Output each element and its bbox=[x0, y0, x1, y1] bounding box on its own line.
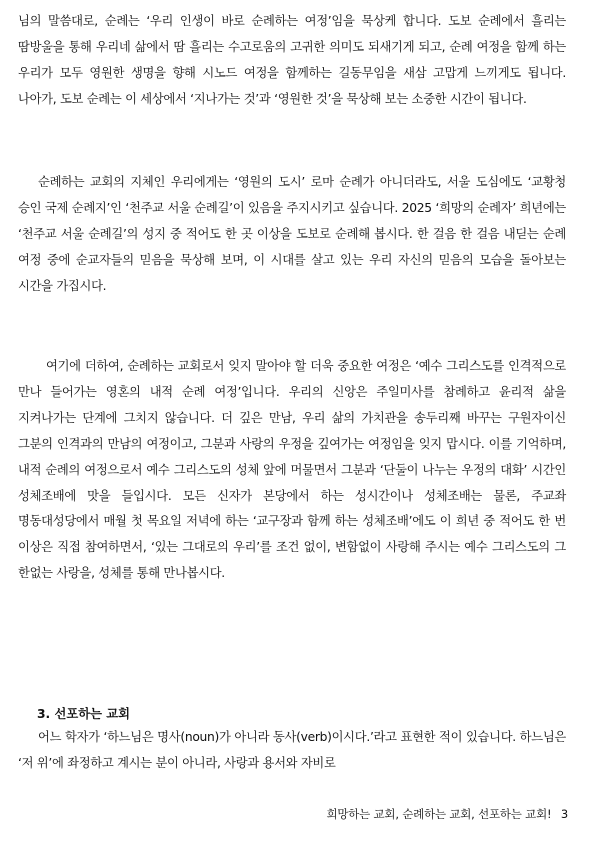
footer-text: 희망하는 교회, 순례하는 교회, 선포하는 교회! bbox=[326, 807, 552, 821]
page-footer bbox=[326, 806, 568, 822]
paragraph-seoul-pilgrimage-route: 순례하는 교회의 지체인 우리에게는 ‘영원의 도시’ 로마 순례가 아니더라도, 서울 도심에도 ‘교황청 승인 국제 순례지’인 ‘천주교 서울 순례길’이 있음을 주지시키고 싶습니다. 2025 ‘희망의 순례자’ 희년에는 ‘천주교 서울 순례길’의 성지 중 적어도 한 곳 이상을 도보로 순례해 봅시다. 한 걸음 한 걸음 내딛는 순례 여정 중에 순교자들의 믿음을 묵상해 보며, 이 시대를 살고 있는 우리 자신의 믿음의 모습을 돌아보는 시간을 가집시다. bbox=[18, 175, 566, 293]
paragraph-inner-pilgrimage: 여기에 더하여, 순례하는 교회로서 잊지 말아야 할 더욱 중요한 여정은 ‘예수 그리스도를 인격적으로 만나 들어가는 영혼의 내적 순례 여정’입니다. 우리의 신앙은 주일미사를 참례하고 윤리적 삶을 지켜나가는 단계에 그치지 않습니다. 더 깊은 만남, 우리 삶의 가치관을 송두리째 바꾸는 구원자이신 그분의 인격과의 만남의 여정이고, 그분과 사랑의 우정을 깊여가는 여정임을 잊지 맙시다. 이를 기억하며, 내적 순례의 여정으로서 예수 그리스도의 성체 앞에 머물면서 그분과 ‘단둘이 나누는 우정의 대화’ 시간인 성체조배에 맛을 들입시다. 모든 신자가 본당에서 하는 성시간이나 성체조배는 물론, 주교좌 명동대성당에서 매월 첫 목요일 저녁에 하는 ‘교구장과 함께 하는 성체조배’에도 이 희년 중 적어도 한 번 이상은 직접 참여하면서, ‘있는 그대로의 우리’를 조건 없이, 변함없이 사랑해 주시는 예수 그리스도의 그 한없는 사랑을, 성체를 통해 만나봅시다. bbox=[18, 359, 566, 581]
section-heading: 3. 선포하는 교회 bbox=[37, 707, 131, 721]
page-number: 3 bbox=[560, 807, 568, 821]
paragraph-pilgrimage-meaning: 님의 말씀대로, 순례는 ‘우리 인생이 바로 순례하는 여정’임을 묵상케 합니다. 도보 순례에서 흘리는 땀방울을 통해 우리네 삶에서 땀 흘리는 수고로움의 고귀한 의미도 되새기게 되고, 순례 여정을 함께 하는 우리가 모두 영원한 생명을 향해 시노드 여정을 함께하는 길동무임을 새삼 고맙게 느끼게도 됩니다. 나아가, 도보 순례는 이 세상에서 ‘지나가는 것’과 ‘영원한 것’을 묵상해 보는 소중한 시간이 됩니다. bbox=[18, 14, 566, 106]
paragraph-proclaiming-church-intro: 어느 학자가 ‘하느님은 명사(noun)가 아니라 동사(verb)이시다.’라고 표현한 적이 있습니다. 하느님은 ‘저 위’에 좌정하고 계시는 분이 아니라, 사랑과 용서와 자비로 bbox=[18, 730, 566, 770]
